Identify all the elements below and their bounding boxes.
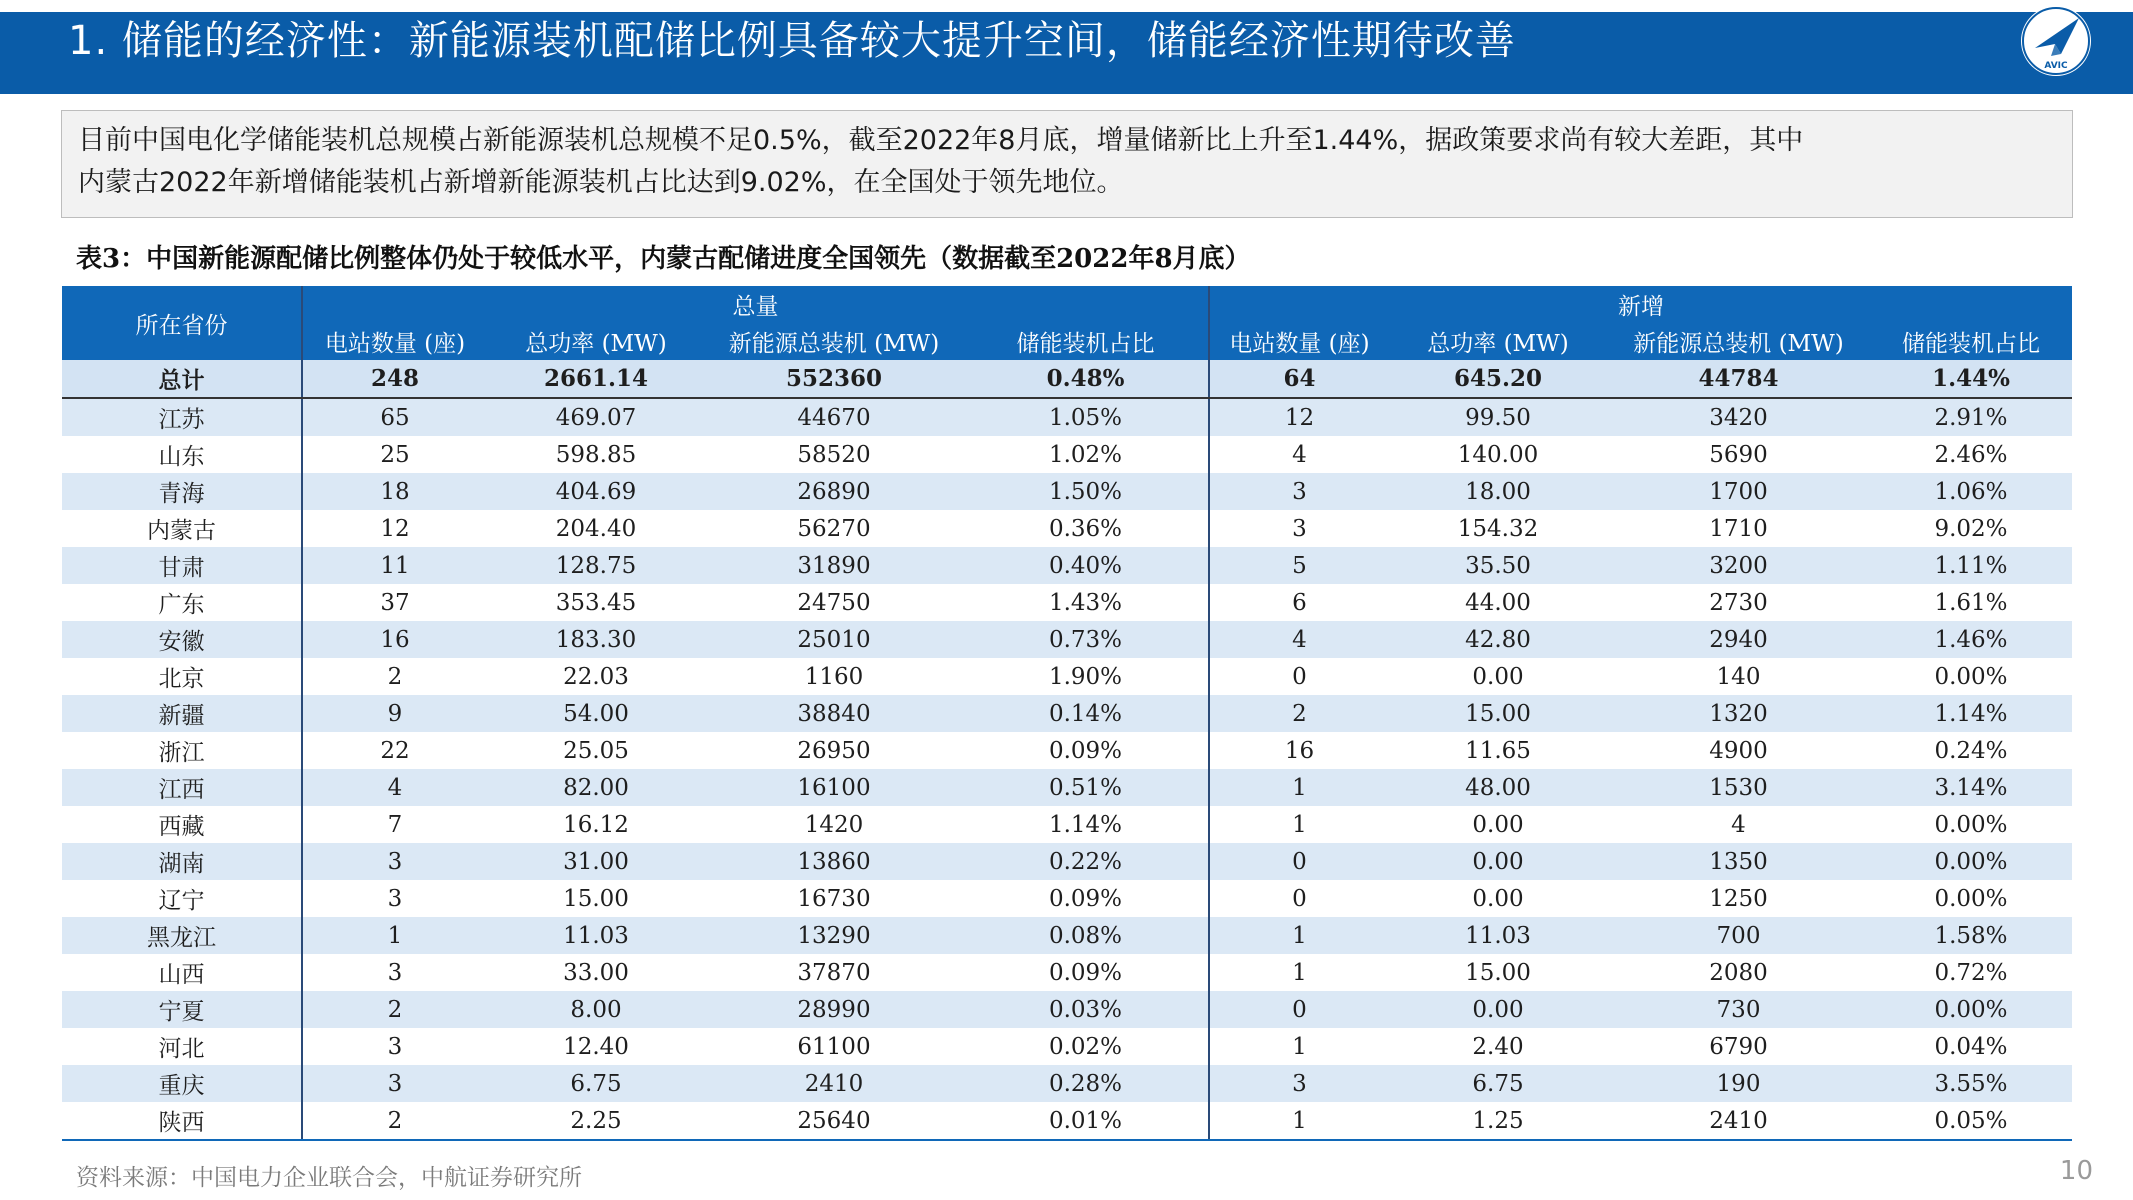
table-cell: 56270	[705, 510, 963, 547]
table-row	[62, 1028, 2072, 1065]
group-total-header: 总量	[302, 286, 1209, 323]
table-cell: 1	[1209, 1102, 1389, 1140]
table-cell: 1700	[1607, 473, 1870, 510]
province-cell: 新疆	[62, 695, 302, 732]
province-cell: 山西	[62, 954, 302, 991]
table-row	[62, 732, 2072, 769]
table-cell: 0.00%	[1870, 991, 2072, 1028]
table-cell: 26950	[705, 732, 963, 769]
table-row	[62, 547, 2072, 584]
table-row	[62, 806, 2072, 843]
table-header-group-row	[62, 286, 2072, 323]
province-cell: 内蒙古	[62, 510, 302, 547]
table-row	[62, 1102, 2072, 1140]
province-cell: 江西	[62, 769, 302, 806]
table-cell: 7	[302, 806, 487, 843]
table-cell: 25	[302, 436, 487, 473]
summary-box	[61, 110, 2073, 218]
col-header: 总功率 (MW)	[1389, 323, 1607, 360]
table-row	[62, 769, 2072, 806]
table-cell: 6790	[1607, 1028, 1870, 1065]
total-row	[62, 360, 2072, 398]
table-cell: 0.04%	[1870, 1028, 2072, 1065]
col-header: 新能源总装机 (MW)	[705, 323, 963, 360]
table-cell: 3.55%	[1870, 1065, 2072, 1102]
table-cell: 38840	[705, 695, 963, 732]
table-cell: 248	[302, 360, 487, 398]
table-cell: 48.00	[1389, 769, 1607, 806]
table-cell: 1.58%	[1870, 917, 2072, 954]
table-cell: 4	[1607, 806, 1870, 843]
province-cell: 黑龙江	[62, 917, 302, 954]
table-cell: 1350	[1607, 843, 1870, 880]
page-title: 1. 储能的经济性：新能源装机配储比例具备较大提升空间，储能经济性期待改善	[68, 18, 1516, 64]
table-cell: 0	[1209, 658, 1389, 695]
table-cell: 1.06%	[1870, 473, 2072, 510]
table-cell: 0.09%	[963, 880, 1209, 917]
table-cell: 2.40	[1389, 1028, 1607, 1065]
table-row	[62, 880, 2072, 917]
table-cell: 2940	[1607, 621, 1870, 658]
table-cell: 16	[302, 621, 487, 658]
table-row	[62, 843, 2072, 880]
table-cell: 0.00%	[1870, 806, 2072, 843]
col-header: 新能源总装机 (MW)	[1607, 323, 1870, 360]
table-cell: 13290	[705, 917, 963, 954]
table-cell: 15.00	[487, 880, 705, 917]
table-cell: 37870	[705, 954, 963, 991]
table-cell: 0.00	[1389, 658, 1607, 695]
province-cell: 河北	[62, 1028, 302, 1065]
table-cell: 0.00	[1389, 843, 1607, 880]
table-cell: 0.72%	[1870, 954, 2072, 991]
summary-line-2: 内蒙古2022年新增储能装机占新增新能源装机占比达到9.02%，在全国处于领先地位。	[78, 167, 1124, 198]
col-header: 电站数量 (座)	[1209, 323, 1389, 360]
table-row	[62, 991, 2072, 1028]
table-row	[62, 917, 2072, 954]
table-cell: 3420	[1607, 398, 1870, 436]
province-header: 所在省份	[62, 286, 302, 360]
table-cell: 1160	[705, 658, 963, 695]
table-cell: 16	[1209, 732, 1389, 769]
table-cell: 1710	[1607, 510, 1870, 547]
table-cell: 0	[1209, 843, 1389, 880]
table-cell: 2.91%	[1870, 398, 2072, 436]
table-cell: 31890	[705, 547, 963, 584]
table-cell: 0.08%	[963, 917, 1209, 954]
table-cell: 204.40	[487, 510, 705, 547]
table-cell: 0.00%	[1870, 658, 2072, 695]
table-cell: 65	[302, 398, 487, 436]
table-cell: 0.00	[1389, 806, 1607, 843]
table-cell: 22	[302, 732, 487, 769]
table-cell: 2.46%	[1870, 436, 2072, 473]
province-cell: 甘肃	[62, 547, 302, 584]
table-cell: 0	[1209, 991, 1389, 1028]
table-cell: 1	[1209, 1028, 1389, 1065]
table-row	[62, 695, 2072, 732]
table-cell: 0.48%	[963, 360, 1209, 398]
table-cell: 1.14%	[963, 806, 1209, 843]
table-cell: 3	[302, 954, 487, 991]
table-cell: 3	[302, 880, 487, 917]
table-cell: 1	[1209, 806, 1389, 843]
table-cell: 18.00	[1389, 473, 1607, 510]
table-cell: 0.51%	[963, 769, 1209, 806]
table-cell: 1530	[1607, 769, 1870, 806]
table-cell: 183.30	[487, 621, 705, 658]
province-cell: 辽宁	[62, 880, 302, 917]
table-cell: 6.75	[1389, 1065, 1607, 1102]
province-cell: 浙江	[62, 732, 302, 769]
province-cell: 重庆	[62, 1065, 302, 1102]
table-caption: 表3：中国新能源配储比例整体仍处于较低水平，内蒙古配储进度全国领先（数据截至2022年8月底）	[76, 244, 1251, 274]
table-cell: 12	[1209, 398, 1389, 436]
table-cell: 0.09%	[963, 732, 1209, 769]
table-cell: 64	[1209, 360, 1389, 398]
table-cell: 404.69	[487, 473, 705, 510]
summary-line-1: 目前中国电化学储能装机总规模占新能源装机总规模不足0.5%，截至2022年8月底，增量储新比上升至1.44%，据政策要求尚有较大差距，其中	[78, 125, 1804, 156]
col-header: 总功率 (MW)	[487, 323, 705, 360]
table-cell: 1.61%	[1870, 584, 2072, 621]
table-cell: 353.45	[487, 584, 705, 621]
table-row	[62, 436, 2072, 473]
table-row	[62, 658, 2072, 695]
table-cell: 3	[302, 1065, 487, 1102]
table-cell: 1.90%	[963, 658, 1209, 695]
table-cell: 25640	[705, 1102, 963, 1140]
table-cell: 2661.14	[487, 360, 705, 398]
table-cell: 140	[1607, 658, 1870, 695]
province-cell: 总计	[62, 360, 302, 398]
table-cell: 6.75	[487, 1065, 705, 1102]
table-cell: 0.00%	[1870, 880, 2072, 917]
table-cell: 12	[302, 510, 487, 547]
table-cell: 31.00	[487, 843, 705, 880]
province-cell: 北京	[62, 658, 302, 695]
table-cell: 128.75	[487, 547, 705, 584]
table-cell: 4	[1209, 621, 1389, 658]
table-cell: 1320	[1607, 695, 1870, 732]
table-cell: 1.43%	[963, 584, 1209, 621]
table-row	[62, 510, 2072, 547]
table-cell: 0.01%	[963, 1102, 1209, 1140]
table-cell: 0.05%	[1870, 1102, 2072, 1140]
table-cell: 16100	[705, 769, 963, 806]
table-cell: 99.50	[1389, 398, 1607, 436]
table-cell: 2	[302, 991, 487, 1028]
table-cell: 0.00	[1389, 991, 1607, 1028]
table-cell: 44670	[705, 398, 963, 436]
table-cell: 9	[302, 695, 487, 732]
table-cell: 0.02%	[963, 1028, 1209, 1065]
table-cell: 140.00	[1389, 436, 1607, 473]
table-cell: 2	[302, 658, 487, 695]
table-cell: 24750	[705, 584, 963, 621]
table-cell: 28990	[705, 991, 963, 1028]
table-cell: 2.25	[487, 1102, 705, 1140]
table-cell: 61100	[705, 1028, 963, 1065]
table-cell: 9.02%	[1870, 510, 2072, 547]
source-note: 资料来源：中国电力企业联合会，中航证券研究所	[76, 1165, 582, 1191]
table-body	[62, 360, 2072, 1140]
table-cell: 1	[302, 917, 487, 954]
table-cell: 4900	[1607, 732, 1870, 769]
table-cell: 0.00	[1389, 880, 1607, 917]
table-cell: 13860	[705, 843, 963, 880]
table-cell: 82.00	[487, 769, 705, 806]
table-cell: 15.00	[1389, 954, 1607, 991]
table-cell: 35.50	[1389, 547, 1607, 584]
table-row	[62, 584, 2072, 621]
table-cell: 1.05%	[963, 398, 1209, 436]
col-header: 储能装机占比	[963, 323, 1209, 360]
province-cell: 青海	[62, 473, 302, 510]
province-cell: 安徽	[62, 621, 302, 658]
table-cell: 0.36%	[963, 510, 1209, 547]
table-cell: 26890	[705, 473, 963, 510]
storage-ratio-table	[62, 286, 2072, 1141]
table-cell: 3.14%	[1870, 769, 2072, 806]
table-cell: 3	[1209, 473, 1389, 510]
table-cell: 2730	[1607, 584, 1870, 621]
table-cell: 4	[1209, 436, 1389, 473]
province-cell: 西藏	[62, 806, 302, 843]
table-cell: 25010	[705, 621, 963, 658]
table-cell: 3	[1209, 1065, 1389, 1102]
table-cell: 0.09%	[963, 954, 1209, 991]
table-cell: 0.24%	[1870, 732, 2072, 769]
col-header: 电站数量 (座)	[302, 323, 487, 360]
table-cell: 1.14%	[1870, 695, 2072, 732]
table-cell: 22.03	[487, 658, 705, 695]
table-row	[62, 954, 2072, 991]
table-cell: 42.80	[1389, 621, 1607, 658]
table-cell: 12.40	[487, 1028, 705, 1065]
table-cell: 15.00	[1389, 695, 1607, 732]
table-cell: 1.11%	[1870, 547, 2072, 584]
table-cell: 33.00	[487, 954, 705, 991]
table-cell: 1.02%	[963, 436, 1209, 473]
table-cell: 1.50%	[963, 473, 1209, 510]
table-cell: 1	[1209, 769, 1389, 806]
province-cell: 湖南	[62, 843, 302, 880]
table-cell: 190	[1607, 1065, 1870, 1102]
plane-logo-icon	[2021, 6, 2091, 76]
table-cell: 2	[302, 1102, 487, 1140]
table-cell: 0.14%	[963, 695, 1209, 732]
table-cell: 0	[1209, 880, 1389, 917]
table-cell: 44784	[1607, 360, 1870, 398]
table-cell: 58520	[705, 436, 963, 473]
group-new-header: 新增	[1209, 286, 2072, 323]
table-cell: 0.03%	[963, 991, 1209, 1028]
svg-text:AVIC: AVIC	[2044, 61, 2068, 71]
table-cell: 1420	[705, 806, 963, 843]
province-cell: 山东	[62, 436, 302, 473]
province-cell: 陕西	[62, 1102, 302, 1140]
table-cell: 154.32	[1389, 510, 1607, 547]
table-cell: 25.05	[487, 732, 705, 769]
table-cell: 5	[1209, 547, 1389, 584]
table-cell: 18	[302, 473, 487, 510]
table-row	[62, 621, 2072, 658]
table-cell: 11.65	[1389, 732, 1607, 769]
table-cell: 16730	[705, 880, 963, 917]
table-cell: 4	[302, 769, 487, 806]
table-cell: 11	[302, 547, 487, 584]
table-cell: 469.07	[487, 398, 705, 436]
table-cell: 6	[1209, 584, 1389, 621]
table-cell: 8.00	[487, 991, 705, 1028]
table-cell: 3	[1209, 510, 1389, 547]
table-cell: 11.03	[1389, 917, 1607, 954]
table-header-column-row	[62, 323, 2072, 360]
table-cell: 44.00	[1389, 584, 1607, 621]
table-cell: 1.46%	[1870, 621, 2072, 658]
table-row	[62, 473, 2072, 510]
table-cell: 2410	[705, 1065, 963, 1102]
table-cell: 1	[1209, 954, 1389, 991]
table-cell: 3	[302, 1028, 487, 1065]
table-cell: 0.73%	[963, 621, 1209, 658]
table-cell: 11.03	[487, 917, 705, 954]
table-cell: 5690	[1607, 436, 1870, 473]
table-cell: 0.28%	[963, 1065, 1209, 1102]
table-cell: 16.12	[487, 806, 705, 843]
col-header: 储能装机占比	[1870, 323, 2072, 360]
table-cell: 1250	[1607, 880, 1870, 917]
province-cell: 江苏	[62, 398, 302, 436]
table-cell: 598.85	[487, 436, 705, 473]
table-cell: 0.22%	[963, 843, 1209, 880]
table-cell: 0.00%	[1870, 843, 2072, 880]
table-row	[62, 398, 2072, 436]
table-cell: 2410	[1607, 1102, 1870, 1140]
table-cell: 1.25	[1389, 1102, 1607, 1140]
table-cell: 2080	[1607, 954, 1870, 991]
table-cell: 730	[1607, 991, 1870, 1028]
table-cell: 1	[1209, 917, 1389, 954]
table-cell: 37	[302, 584, 487, 621]
table-cell: 552360	[705, 360, 963, 398]
table-cell: 3200	[1607, 547, 1870, 584]
table-row	[62, 1065, 2072, 1102]
table-cell: 0.40%	[963, 547, 1209, 584]
table-cell: 54.00	[487, 695, 705, 732]
province-cell: 宁夏	[62, 991, 302, 1028]
table-cell: 645.20	[1389, 360, 1607, 398]
table-cell: 2	[1209, 695, 1389, 732]
province-cell: 广东	[62, 584, 302, 621]
table-cell: 3	[302, 843, 487, 880]
table-cell: 1.44%	[1870, 360, 2072, 398]
page-number: 10	[2059, 1156, 2093, 1186]
table-cell: 700	[1607, 917, 1870, 954]
